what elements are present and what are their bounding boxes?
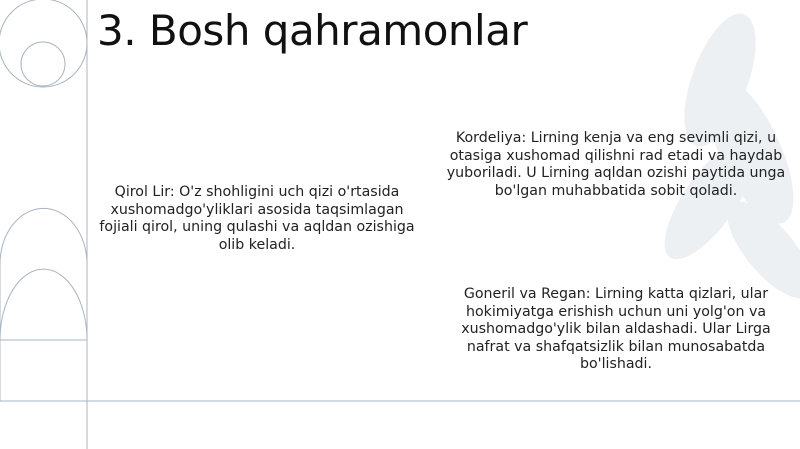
character-description-kordeliya: Kordeliya: Lirning kenja va eng sevimli qizi, u otasiga xushomad qilishni rad etadi va haydab yuboriladi. U Lirning aqldan ozishi paytida unga bo'lgan muhabbatida sobit qoladi.	[446, 130, 786, 199]
character-description-goneril-regan: Goneril va Regan: Lirning katta qizlari, ular hokimiyatga erishish uchun uni yolg'on va xushomadgo'ylik bilan aldashadi. Ular Lirga nafrat va shafqatsizlik bilan munosabatda bo'lishadi.	[461, 286, 771, 372]
character-description-qirol-lir: Qirol Lir: O'z shohligini uch qizi o'rtasida xushomadgo'yliklari asosida taqsimlagan fojiali qirol, uning qulashi va aqldan ozishiga olib keladi.	[99, 184, 415, 253]
slide-title: 3. Bosh qahramonlar	[97, 6, 528, 55]
